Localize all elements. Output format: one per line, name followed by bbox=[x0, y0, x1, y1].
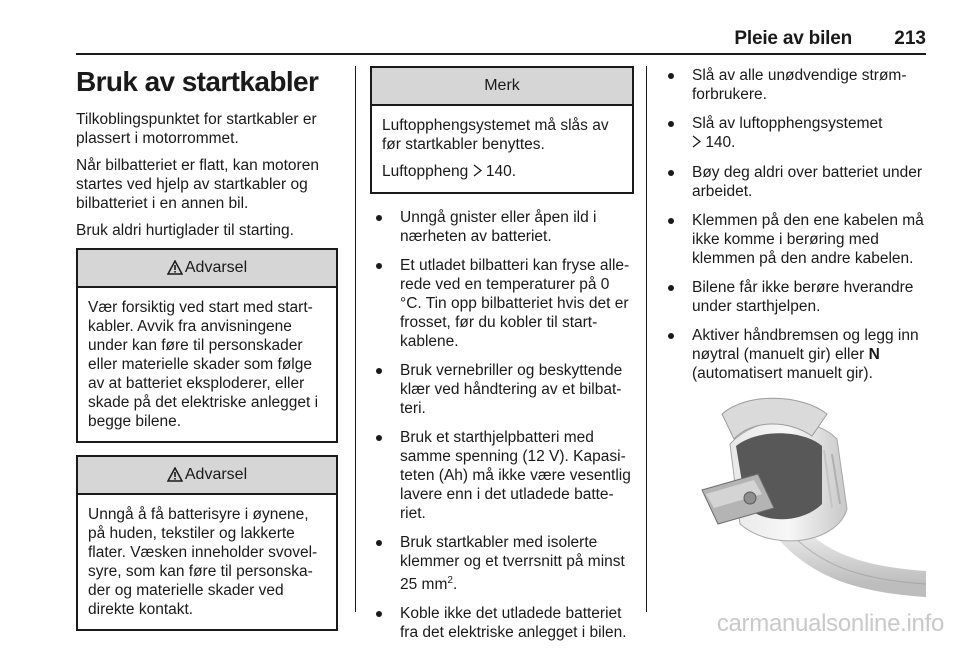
list-item: Et utladet bilbatteri kan fryse allerede ved en temperaturer på 0 °C. Tin opp bilbatteriet hvis det er frosset, før du kobler til startkablene. bbox=[370, 256, 634, 351]
bullet-dot bbox=[668, 170, 674, 176]
warning-triangle-icon bbox=[167, 460, 183, 496]
jumper-cable-clamp-photo bbox=[662, 384, 926, 612]
header-rule bbox=[76, 53, 926, 55]
list-item: Bruk vernebriller og beskyttende klær ved håndtering av et bilbatteri. bbox=[370, 361, 634, 418]
list-item: Bøy deg aldri over batteriet under arbeidet. bbox=[662, 163, 928, 201]
paragraph: Når bilbatteriet er flatt, kan motoren startes ved hjelp av startkabler og bilbatteriet i en annen bil. bbox=[76, 157, 319, 212]
paragraph: Tilkoblingspunktet for startkabler er plassert i motorrommet. bbox=[76, 111, 317, 147]
column-1 bbox=[76, 66, 338, 631]
bullet-dot bbox=[668, 121, 674, 127]
warning-box-body bbox=[78, 288, 336, 441]
column-3 bbox=[662, 66, 928, 418]
warning-text: Vær forsiktig ved start med startkabler. Avvik fra anvisningene under kan føre til personskader eller materielle skader som følge av at batteriet eksploderer, eller skade på det elektriske anlegget i begge bilene. bbox=[88, 299, 319, 430]
note-box-header: Merk bbox=[372, 68, 632, 106]
watermark: carmanualsonline.info bbox=[716, 610, 944, 637]
list-item: Slå av luftopphengsystemet 140. bbox=[662, 114, 928, 153]
superscript: 2 bbox=[447, 575, 453, 586]
note-text: Luftopphengsystemet må slås av før startkabler benyttes. bbox=[382, 117, 609, 153]
procedure-list bbox=[662, 66, 928, 383]
note-box bbox=[370, 66, 634, 194]
page-number: 213 bbox=[894, 28, 926, 49]
bullet-dot bbox=[376, 540, 382, 546]
list-item: Bruk et starthjelpbatteri med samme spenning (12 V). Kapasiteten (Ah) må ikke være vesentlig lavere enn i det utladede batteriet. bbox=[370, 428, 634, 523]
note-reference-label: Luftoppheng bbox=[382, 163, 469, 180]
bullet-dot bbox=[668, 285, 674, 291]
warning-triangle-icon bbox=[167, 253, 183, 289]
page-reference-arrow-icon bbox=[692, 134, 701, 153]
note-reference-page: 140. bbox=[485, 163, 516, 180]
warning-text: Unngå å få batterisyre i øynene, på huden, tekstiler og lakkerte flater. Væsken inneholder svovelsyre, som kan føre til personskader og materielle skader ved direkte kontakt. bbox=[88, 506, 318, 618]
list-item: Aktiver håndbremsen og legg inn nøytral (manuelt gir) eller N (automatisert manuelt gir). bbox=[662, 326, 928, 383]
bullet-dot bbox=[668, 218, 674, 224]
column-2 bbox=[370, 66, 634, 652]
bullet-dot bbox=[668, 73, 674, 79]
gear-position-n: N bbox=[868, 346, 880, 363]
warning-box-header bbox=[78, 457, 336, 495]
warning-box-2 bbox=[76, 455, 338, 631]
list-item: Klemmen på den ene kabelen må ikke komme i berøring med klemmen på den andre kabelen. bbox=[662, 211, 928, 268]
bullet-dot bbox=[376, 263, 382, 269]
column-divider-1 bbox=[355, 66, 356, 612]
warning-title: Advarsel bbox=[184, 259, 248, 276]
warning-box-1 bbox=[76, 248, 338, 443]
paragraph: Bruk aldri hurtiglader til starting. bbox=[76, 222, 294, 239]
bullet-dot bbox=[376, 611, 382, 617]
page-reference-arrow-icon bbox=[473, 163, 482, 182]
precaution-list bbox=[370, 208, 634, 642]
column-divider-2 bbox=[646, 66, 647, 612]
note-box-body bbox=[372, 106, 632, 192]
bullet-dot bbox=[376, 435, 382, 441]
list-item: Unngå gnister eller åpen ild i nærheten av batteriet. bbox=[370, 208, 634, 246]
list-item: Bilene får ikke berøre hverandre under starthjelpen. bbox=[662, 278, 928, 316]
list-item: Koble ikke det utladede batteriet fra det elektriske anlegget i bilen. bbox=[370, 604, 634, 642]
warning-box-body bbox=[78, 495, 336, 629]
page-heading: Bruk av startkabler bbox=[76, 66, 319, 97]
note-reference bbox=[382, 162, 622, 182]
list-item: Slå av alle unødvendige strømforbrukere. bbox=[662, 66, 928, 104]
bullet-dot bbox=[376, 368, 382, 374]
section-title: Pleie av bilen bbox=[734, 28, 852, 49]
bullet-dot bbox=[668, 333, 674, 339]
warning-box-header bbox=[78, 250, 336, 288]
list-item: Bruk startkabler med isolerte klemmer og et tverrsnitt på minst 25 $mm^2$. bbox=[370, 533, 634, 594]
warning-title: Advarsel bbox=[184, 466, 248, 483]
bullet-dot bbox=[376, 215, 382, 221]
